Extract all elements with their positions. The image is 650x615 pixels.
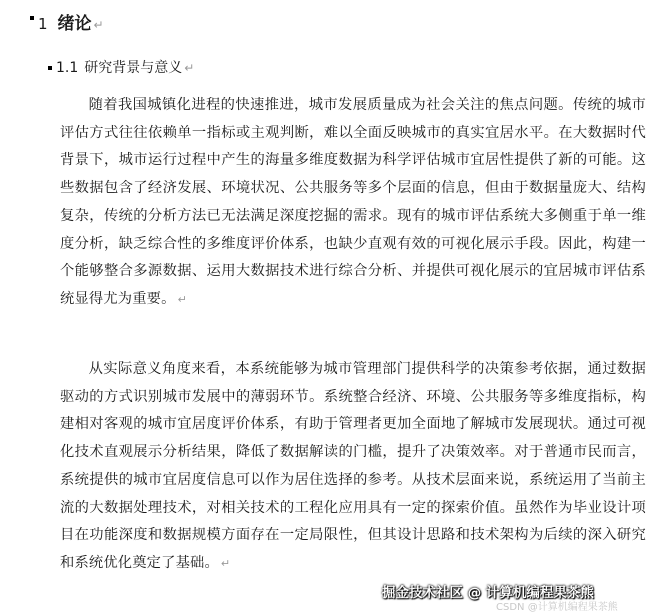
paragraph-text: 从实际意义角度来看，本系统能够为城市管理部门提供科学的决策参考依据，通过数据驱动的方式识别城市发展中的薄弱环节。系统整合经济、环境、公共服务等多维度指标，构建相对客观的城市宜居度评价体系，有助于管理者更加全面地了解城市发展现状。通过可视化技术直观展示分析结果，降低了数据解读的门槛，提升了决策效率。对于普通市民而言，系统提供的城市宜居度信息可以作为居住选择的参考。从技术层面来说，系统运用了当前主流的大数据处理技术，对相关技术的工程化应用具有一定的探索价值。虽然作为毕业设计项目在功能深度和数据规模方面存在一定局限性，但其设计思路和技术架构为后续的深入研究和系统优化奠定了基础。 xyxy=(60,361,646,571)
body-paragraph xyxy=(60,356,646,578)
heading-bullet xyxy=(30,16,34,20)
heading-1 xyxy=(30,10,104,39)
heading-2 xyxy=(48,56,194,80)
paragraph-mark-icon: ↵ xyxy=(184,61,195,75)
body-paragraph xyxy=(60,92,646,314)
paragraph-mark-icon: ↵ xyxy=(177,292,187,306)
paragraph-text: 随着我国城镇化进程的快速推进，城市发展质量成为社会关注的焦点问题。传统的城市评估方式往往依赖单一指标或主观判断，难以全面反映城市的真实宜居水平。在大数据时代背景下，城市运行过程中产生的海量多维度数据为科学评估城市宜居性提供了新的可能。这些数据包含了经济发展、环境状况、公共服务等多个层面的信息，但由于数据量庞大、结构复杂，传统的分析方法已无法满足深度挖掘的需求。现有的城市评估系统大多侧重于单一维度分析，缺乏综合性的多维度评价体系，也缺少直观有效的可视化展示手段。因此，构建一个能够整合多源数据、运用大数据技术进行综合分析、并提供可视化展示的宜居城市评估系统显得尤为重要。 xyxy=(60,97,646,307)
heading-bullet xyxy=(48,66,52,70)
heading-2-title: 研究背景与意义 xyxy=(84,60,183,76)
heading-1-title: 绪论 xyxy=(57,14,92,34)
heading-1-number: 1 xyxy=(38,15,48,33)
paragraph-mark-icon: ↵ xyxy=(220,556,231,570)
watermark-csdn: CSDN @计算机编程果茶熊 xyxy=(496,602,618,613)
paragraph-mark-icon: ↵ xyxy=(93,18,104,32)
heading-2-number: 1.1 xyxy=(56,60,79,76)
watermark-juejin: 掘金技术社区 @ 计算机编程果茶熊 xyxy=(382,585,594,601)
